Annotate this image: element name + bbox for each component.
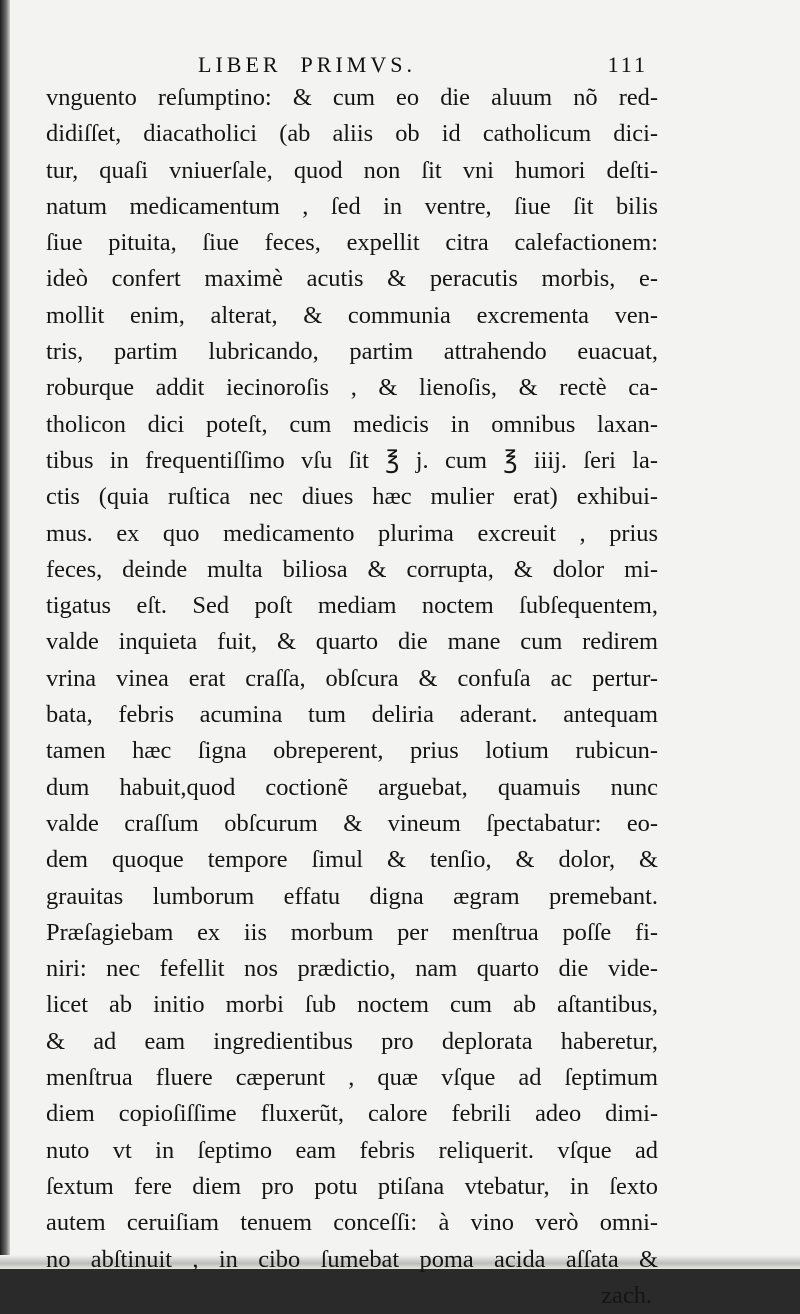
text-line: diem copioſiſſime fluxerũt, calore febrili adeo dimi- bbox=[46, 1100, 658, 1128]
text-line: ideò confert maximè acutis & peracutis morbis, e- bbox=[46, 265, 658, 293]
text-line: & ad eam ingredientibus pro deplorata haberetur, bbox=[46, 1027, 658, 1055]
text-body bbox=[46, 80, 658, 1314]
text-line: licet ab initio morbi ſub noctem cum ab aſtantibus, bbox=[46, 991, 658, 1019]
text-line: grauitas lumborum effatu digna ægram premebant. bbox=[46, 882, 658, 910]
text-line: tholicon dici poteſt, cum medicis in omnibus laxan- bbox=[46, 410, 658, 438]
text-line: natum medicamentum , ſed in ventre, ſiue ſit bilis bbox=[46, 192, 658, 220]
text-line: tibus in frequentiſſimo vſu ſit ℥ j. cum ℥ iiij. ſeri la- bbox=[46, 446, 658, 474]
page-number: 111 bbox=[607, 52, 648, 77]
text-line: valde inquieta fuit, & quarto die mane cum redirem bbox=[46, 628, 658, 656]
text-line: Præſagiebam ex iis morbum per menſtrua poſſe fi- bbox=[46, 918, 658, 946]
page-gutter-shadow bbox=[0, 0, 10, 1269]
text-line: no abſtinuit , in cibo ſumebat poma acida aſſata & bbox=[46, 1245, 658, 1273]
text-line: menſtrua fluere cæperunt , quæ vſque ad ſeptimum bbox=[46, 1064, 658, 1092]
text-line: tris, partim lubricando, partim attrahendo euacuat, bbox=[46, 338, 658, 366]
text-line: vrina vinea erat craſſa, obſcura & confuſa ac pertur- bbox=[46, 664, 658, 692]
running-head: LIBER PRIMVS. bbox=[198, 52, 416, 77]
text-line: valde craſſum obſcurum & vineum ſpectabatur: eo- bbox=[46, 809, 658, 837]
text-line: didiſſet, diacatholici (ab aliis ob id catholicum dici- bbox=[46, 120, 658, 148]
text-line: dem quoque tempore ſimul & tenſio, & dolor, & bbox=[46, 846, 658, 874]
page-header bbox=[48, 50, 654, 84]
text-line: tur, quaſi vniuerſale, quod non ſit vni humori deſti- bbox=[46, 156, 658, 184]
text-line: feces, deinde multa biliosa & corrupta, & dolor mi- bbox=[46, 555, 658, 583]
text-line: tigatus eſt. Sed poſt mediam noctem ſubſequentem, bbox=[46, 592, 658, 620]
text-line: vnguento reſumptino: & cum eo die aluum nõ red- bbox=[46, 84, 658, 111]
text-line: niri: nec fefellit nos prædictio, nam quarto die vide- bbox=[46, 955, 658, 983]
text-line: mollit enim, alterat, & communia excrementa ven- bbox=[46, 301, 658, 329]
text-line: roburque addit iecinoroſis , & lienoſis, & rectè ca- bbox=[46, 374, 658, 402]
text-line: autem ceruiſiam tenuem conceſſi: à vino verò omni- bbox=[46, 1209, 658, 1237]
text-line: tamen hæc ſigna obreperent, prius lotium rubicun- bbox=[46, 737, 658, 765]
text-line: mus. ex quo medicamento plurima excreuit , prius bbox=[46, 519, 658, 547]
text-line: ſiue pituita, ſiue feces, expellit citra calefactionem: bbox=[46, 229, 658, 257]
text-line: nuto vt in ſeptimo eam febris reliquerit. vſque ad bbox=[46, 1136, 658, 1164]
text-line: ſextum fere diem pro potu ptiſana vtebatur, in ſexto bbox=[46, 1172, 658, 1200]
text-line: dum habuit,quod coctionẽ arguebat, quamuis nunc bbox=[46, 773, 658, 801]
text-line: bata, febris acumina tum deliria aderant. antequam bbox=[46, 701, 658, 729]
catchword: zach. bbox=[601, 1281, 652, 1309]
text-line: ctis (quia ruſtica nec diues hæc mulier erat) exhibui- bbox=[46, 483, 658, 511]
